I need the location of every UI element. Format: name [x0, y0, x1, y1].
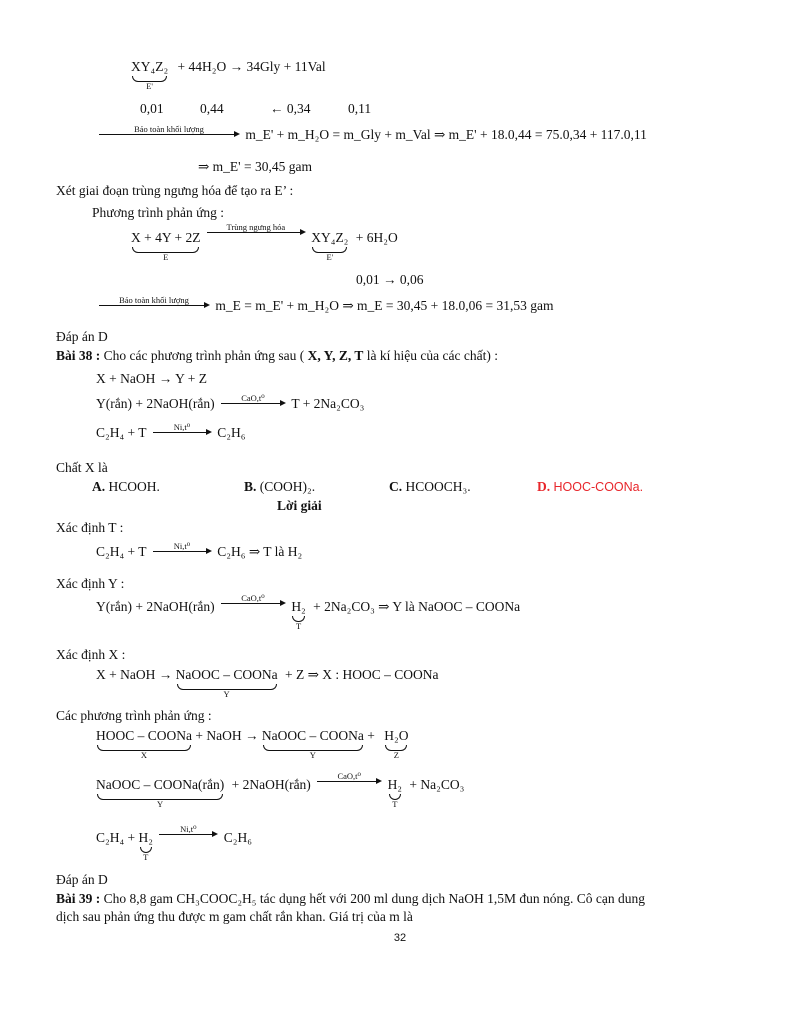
r2-a: NaOOC – COONa(rắn) [96, 777, 225, 792]
equation-r1 [96, 727, 408, 760]
label-e-prime: E' [326, 252, 334, 262]
find-x-heading: Xác định X : [56, 647, 126, 662]
r1-a: HOOC – COONa [96, 728, 192, 743]
find-y-heading: Xác định Y : [56, 576, 125, 591]
arrow-cond: Ni,t⁰ [180, 824, 197, 834]
find-t-heading: Xác định T : [56, 520, 124, 535]
underbrace-e [131, 229, 200, 262]
underbrace-z [384, 727, 408, 760]
arrow-ni [153, 423, 211, 442]
arrow-cond: Ni,t⁰ [173, 541, 191, 552]
label-t: T [392, 799, 398, 809]
arrow-cond: CaO,t⁰ [241, 593, 265, 603]
bai-38-text-b: là kí hiệu của các chất) : [363, 348, 498, 363]
bai-38-question [56, 459, 108, 477]
label-y: Y [223, 689, 230, 699]
find-y-rhs: + 2Na₂CO₃ ⇒ Y là NaOOC – COONa [313, 599, 521, 614]
underbrace-y [176, 666, 278, 699]
r3-b: H₂ [138, 830, 153, 845]
eq2-rhs: T + 2Na₂CO₃ [291, 395, 365, 411]
r1-e: H₂O [384, 728, 409, 743]
find-x-prod: NaOOC – COONa [175, 667, 278, 682]
equation-r2 [96, 771, 465, 809]
answer-2: Đáp án D [56, 872, 108, 887]
find-y-prod: H₂ [291, 599, 306, 614]
answer-1: Đáp án D [56, 329, 108, 344]
r1-d: + [367, 728, 375, 743]
reaction-1-rest: + 44H₂O → 34Gly + 11Val [177, 59, 326, 74]
underbrace-e-prime [131, 58, 168, 91]
find-t-rhs: C₂H₆ ⇒ T là H₂ [217, 543, 303, 559]
option-text: HCOOCH₃. [405, 479, 471, 494]
reaction-2-product: XY₄Z₂ [311, 230, 349, 245]
option-letter: A. [92, 479, 106, 494]
arrow-cao [317, 772, 381, 782]
option-letter: C. [389, 479, 403, 494]
option-b [244, 478, 315, 496]
arrow-ni [153, 542, 211, 561]
underbrace-t [388, 776, 402, 809]
find-x-rhs: + Z ⇒ X : HOOC – COONa [284, 667, 439, 682]
r3-c: C₂H₆ [223, 830, 252, 845]
label-t: T [295, 621, 302, 631]
mass-equation-2: m_E = m_E' + m_H₂O ⇒ m_E = 30,45 + 18.0,06 = 31,53 gam [215, 297, 554, 313]
find-x-lhs: X + NaOH → [96, 667, 173, 682]
underbrace-e-prime-2 [311, 229, 348, 262]
mass-conservation-2 [96, 296, 554, 315]
arrow-label: Bảo toàn khối lượng [134, 124, 204, 135]
stage-text: Xét giai đoạn trùng ngưng hóa để tạo ra E’ : [56, 183, 294, 198]
mass-result-1: ⇒ m_E' = 30,45 gam [198, 159, 312, 174]
label-e-prime: E' [146, 81, 153, 91]
reaction-1 [131, 58, 326, 94]
bai-38-label: Bài 38 : [56, 348, 101, 363]
underbrace-y [262, 727, 364, 760]
label-z: Z [393, 750, 399, 760]
bai-39-text: Cho 8,8 gam CH₃COOC₂H₅ tác dụng hết với 200 ml dung dịch NaOH 1,5M đun nóng. Cô cạn dung [100, 891, 645, 906]
r1-b: + NaOH → [195, 728, 259, 743]
label-y: Y [309, 750, 316, 760]
option-text: (COOH)₂. [259, 479, 316, 494]
reaction-2 [131, 222, 398, 262]
find-x-eq [96, 666, 439, 699]
mass-equation-1: m_E' + m_H₂O = m_Gly + m_Val ⇒ m_E' + 18.0,44 = 75.0,34 + 117.0,11 [245, 126, 647, 142]
r1-c: NaOOC – COONa [261, 728, 364, 743]
arrow-cao [221, 594, 285, 604]
mol-value: 0,11 [348, 101, 372, 116]
bai-38-text-a: Cho các phương trình phản ứng sau ( [100, 348, 308, 363]
eq3-rhs: C₂H₆ [217, 424, 246, 440]
mol-value: 0,01 [140, 101, 164, 116]
arrow-mass-2 [99, 296, 209, 315]
option-c [389, 478, 471, 496]
arrow-cond: Ni,t⁰ [173, 422, 191, 433]
equation-r3 [96, 824, 252, 862]
r2-d: + Na₂CO₃ [409, 777, 465, 792]
arrow-ni [159, 825, 217, 835]
bai-38-prompt [56, 347, 498, 365]
arrow-cao [221, 394, 285, 413]
eq-heading: Phương trình phản ứng : [92, 205, 225, 220]
mass-conservation-1 [96, 125, 647, 144]
option-text: HOOC-COONa. [553, 480, 644, 494]
option-d-correct [537, 478, 643, 496]
find-y-lhs: Y(rắn) + 2NaOH(rắn) [96, 599, 215, 614]
underbrace-t [139, 829, 153, 862]
mol-value: ← 0,34 [270, 101, 311, 116]
r2-b: + 2NaOH(rắn) [231, 777, 311, 792]
moles-row-2: 0,01 → 0,06 [356, 272, 424, 287]
bai-38-eq2 [96, 394, 364, 413]
bai-38-eq3 [96, 423, 245, 442]
arrow-cond: CaO,t⁰ [241, 393, 265, 404]
question-text: Chất X là [56, 460, 108, 475]
arrow-mass-1 [99, 125, 239, 144]
bai-39-label: Bài 39 : [56, 891, 101, 906]
bai-39-prompt [56, 890, 645, 908]
find-t-lhs: C₂H₄ + T [96, 543, 147, 559]
underbrace-y [96, 776, 224, 809]
eq3-lhs: C₂H₄ + T [96, 424, 147, 440]
bai-38-vars: X, Y, Z, T [307, 348, 364, 363]
option-text: HCOOH. [108, 479, 160, 494]
r3-a: C₂H₄ + [96, 830, 136, 845]
label-y: Y [157, 799, 164, 809]
underbrace-t [291, 598, 305, 631]
reaction-2-lhs: X + 4Y + 2Z [131, 230, 201, 245]
r2-c: H₂ [387, 777, 403, 792]
label-x: X [140, 750, 148, 760]
solution-title-text: Lời giải [277, 498, 322, 513]
option-letter: D. [537, 479, 551, 494]
find-t-eq [96, 542, 302, 561]
mol-value: 0,44 [200, 101, 224, 116]
label-t: T [143, 852, 149, 862]
reaction-2-rest: + 6H₂O [355, 230, 398, 245]
bai-38-eq1: X + NaOH → Y + Z [96, 371, 207, 386]
eq2-lhs: Y(rắn) + 2NaOH(rắn) [96, 395, 215, 411]
underbrace-x [96, 727, 192, 760]
equations-heading: Các phương trình phản ứng : [56, 708, 212, 723]
find-y-eq [96, 593, 521, 631]
option-letter: B. [244, 479, 257, 494]
arrow-polymerization [207, 223, 305, 233]
arrow-label: Trùng ngưng hóa [226, 222, 286, 232]
bai-39-prompt-2: dịch sau phản ứng thu được m gam chất rắn khan. Giá trị của m là [56, 909, 413, 924]
arrow-label: Bảo toàn khối lượng [119, 295, 189, 306]
option-a [92, 478, 160, 496]
arrow-cond: CaO,t⁰ [337, 771, 361, 781]
label-e: E [163, 252, 169, 262]
solution-title [277, 497, 322, 515]
page-number: 32 [393, 932, 407, 944]
formula-xy4z2: XY₄Z₂ [131, 59, 169, 74]
